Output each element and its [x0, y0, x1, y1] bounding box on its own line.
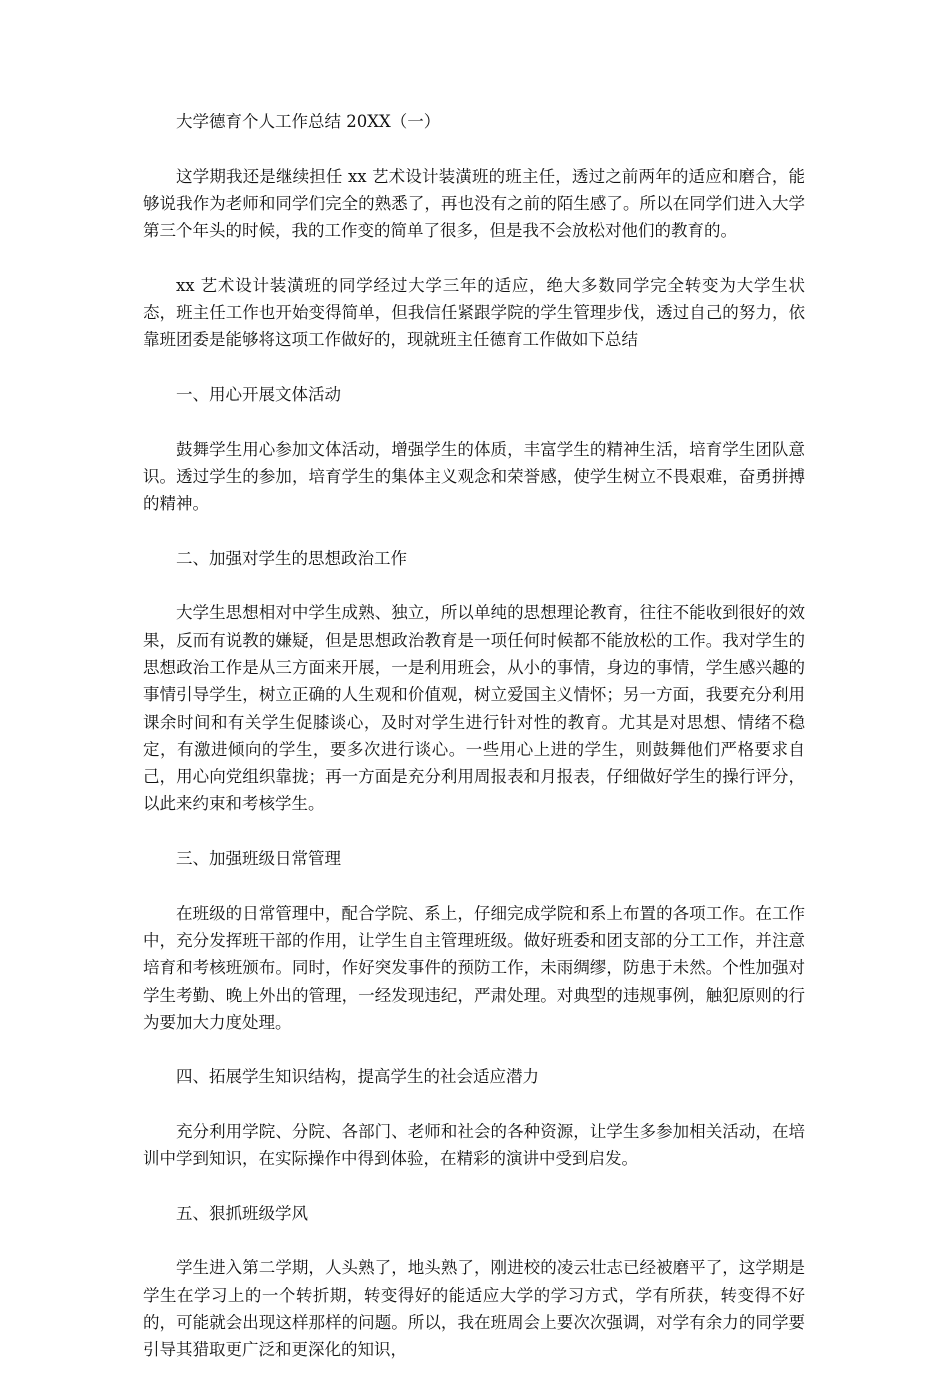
document-body: [143, 108, 805, 1391]
section-heading-1: 一、用心开展文体活动: [176, 384, 341, 404]
section-heading-5: 五、狠抓班级学风: [176, 1203, 308, 1223]
paragraph-intro: 这学期我还是继续担任 xx 艺术设计装潢班的班主任，透过之前两年的适应和磨合，能够说我作为老师和同学们完全的熟悉了，再也没有之前的陌生感了。所以在同学们进入大学第三个年头的时候，我的工作变的简单了很多，但是我不会放松对他们的教育的。: [143, 166, 805, 241]
paragraph-section-2: 大学生思想相对中学生成熟、独立，所以单纯的思想理论教育，往往不能收到很好的效果，反而有说教的嫌疑，但是思想政治教育是一项任何时候都不能放松的工作。我对学生的思想政治工作是从三方面来开展，一是利用班会，从小的事情，身边的事情，学生感兴趣的事情引导学生，树立正确的人生观和价值观，树立爱国主义情怀；另一方面，我要充分利用课余时间和有关学生促膝谈心，及时对学生进行针对性的教育。尤其是对思想、情绪不稳定，有激进倾向的学生，要多次进行谈心。一些用心上进的学生，则鼓舞他们严格要求自己，用心向党组织靠拢；再一方面是充分利用周报表和月报表，仔细做好学生的操行评分，以此来约束和考核学生。: [143, 603, 805, 814]
section-heading-4: 四、拓展学生知识结构，提高学生的社会适应潜力: [176, 1067, 539, 1087]
paragraph-class-overview: xx 艺术设计装潢班的同学经过大学三年的适应，绝大多数同学完全转变为大学生状态，班主任工作也开始变得简单，但我信任紧跟学院的学生管理步伐，透过自己的努力，依靠班团委是能够将这项工作做好的，现就班主任德育工作做如下总结: [143, 275, 805, 350]
section-heading-3: 三、加强班级日常管理: [176, 849, 341, 869]
paragraph-section-5: 学生进入第二学期，人头熟了，地头熟了，刚进校的凌云壮志已经被磨平了，这学期是学生在学习上的一个转折期，转变得好的能适应大学的学习方式，学有所获，转变得不好的，可能就会出现这样那样的问题。所以，我在班周会上要次次强调，对学有余力的同学要引导其猎取更广泛和更深化的知识，: [143, 1258, 805, 1360]
document-title: 大学德育个人工作总结 20XX（一）: [176, 112, 441, 131]
paragraph-section-4: 充分利用学院、分院、各部门、老师和社会的各种资源，让学生多参加相关活动，在培训中学到知识，在实际操作中得到体验，在精彩的演讲中受到启发。: [143, 1121, 805, 1169]
paragraph-section-3: 在班级的日常管理中，配合学院、系上，仔细完成学院和系上布置的各项工作。在工作中，充分发挥班干部的作用，让学生自主管理班级。做好班委和团支部的分工工作，并注意培育和考核班颁布。同时，作好突发事件的预防工作，未雨绸缪，防患于未然。个性加强对学生考勤、晚上外出的管理，一经发现违纪，严肃处理。对典型的违规事例，触犯原则的行为要加大力度处理。: [143, 903, 805, 1032]
paragraph-section-1: 鼓舞学生用心参加文体活动，增强学生的体质，丰富学生的精神生活，培育学生团队意识。透过学生的参加，培育学生的集体主义观念和荣誉感，使学生树立不畏艰难，奋勇拼搏的精神。: [143, 439, 805, 514]
section-heading-2: 二、加强对学生的思想政治工作: [176, 548, 407, 568]
